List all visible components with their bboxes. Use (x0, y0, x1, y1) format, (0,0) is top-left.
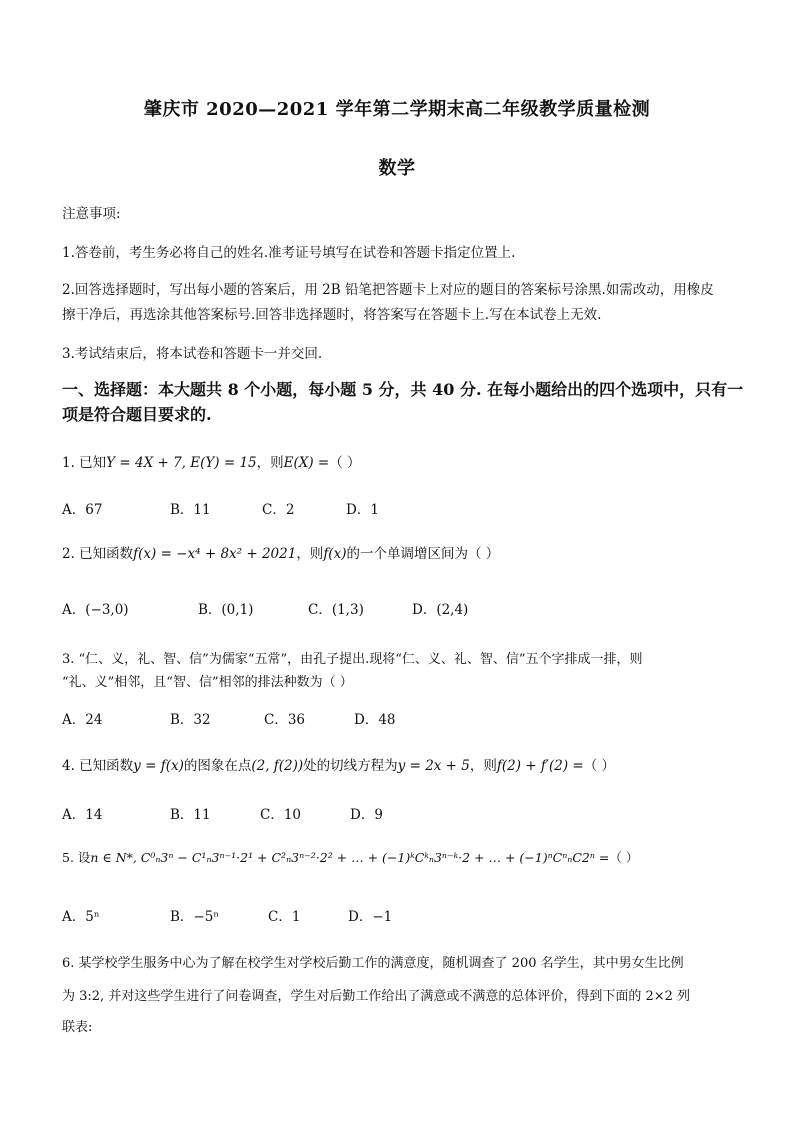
q1-option-a[interactable]: A．67 (62, 502, 103, 518)
q3-option-d[interactable]: D．48 (354, 712, 396, 728)
q2-option-d[interactable]: D．(2,4) (412, 602, 469, 618)
q2-suffix: 的一个单调增区间为（ ） (346, 546, 500, 562)
q4-prefix: 4. 已知函数 (62, 758, 134, 774)
q2-option-b[interactable]: B．(0,1) (198, 602, 254, 618)
q5-prefix: 5. 设 (62, 850, 91, 865)
q3-option-b[interactable]: B．32 (170, 712, 211, 728)
q1-expr2: E(X) = (283, 455, 330, 471)
q4-option-c[interactable]: C．10 (260, 807, 302, 823)
q1-expr: Y = 4X + 7, E(Y) = 15 (106, 455, 257, 471)
q1-suffix: （ ） (329, 455, 361, 471)
q5-option-d[interactable]: D．−1 (348, 909, 393, 925)
question-3-line2: “礼、义”相邻，且“智、信”相邻的排法种数为（ ） (62, 675, 353, 690)
question-3-line1: 3. “仁、义，礼、智、信”为儒家“五常”，由孔子提出.现将“仁、义、礼、智、信”五个字排成一排，则 (62, 652, 643, 667)
question-6-line1: 6. 某学校学生服务中心为了解在校学生对学校后勤工作的满意度，随机调查了 200 名学生，其中男女生比例 (62, 956, 684, 971)
q4-option-b[interactable]: B．11 (170, 807, 211, 823)
q1-option-b[interactable]: B．11 (170, 502, 211, 518)
q4-mid: 的图象在点 (183, 758, 252, 774)
q5-expr: n ∈ N*, C⁰ₙ3ⁿ − C¹ₙ3ⁿ⁻¹·2¹ + C²ₙ3ⁿ⁻²·2² + … + (−1)ᵏCᵏₙ3ⁿ⁻ᵏ·2 + … + (−1)ⁿCⁿₙC2ⁿ = (90, 850, 610, 865)
q2-option-a[interactable]: A．(−3,0) (62, 602, 129, 618)
question-2 (62, 542, 742, 562)
q3-option-c[interactable]: C．36 (264, 712, 306, 728)
q4-suffix: （ ） (583, 758, 615, 774)
note-2b: 擦干净后，再选涂其他答案标号.回答非选择题时，将答案写在答题卡上.写在本试卷上无效. (62, 307, 602, 323)
q1-prefix: 1. 已知 (62, 455, 107, 471)
q2-option-c[interactable]: C．(1,3) (308, 602, 364, 618)
q2-mid: ，则 (296, 546, 324, 562)
q4-mid3: ，则 (469, 758, 497, 774)
q2-prefix: 2. 已知函数 (62, 546, 134, 562)
question-1 (62, 451, 742, 471)
q4-option-d[interactable]: D．9 (350, 807, 383, 823)
section-heading-line2: 项是符合题目要求的. (62, 405, 212, 424)
q1-mid: ，则 (256, 455, 284, 471)
question-4 (62, 754, 742, 774)
q2-expr: f(x) = −x⁴ + 8x² + 2021 (133, 546, 297, 562)
note-1: 1.答卷前，考生务必将自己的姓名.准考证号填写在试卷和答题卡指定位置上. (62, 245, 516, 261)
q2-expr2: f(x) (323, 546, 347, 562)
q4-mid2: 处的切线方程为 (303, 758, 398, 774)
q5-option-b[interactable]: B．−5ⁿ (170, 909, 220, 925)
note-3: 3.考试结束后，将本试卷和答题卡一并交回. (62, 346, 323, 362)
q5-suffix: （ ） (609, 850, 639, 865)
q4-expr3: y = 2x + 5 (397, 758, 470, 774)
question-6-line2: 为 3:2, 并对这些学生进行了问卷调查，学生对后勤工作给出了满意或不满意的总体评价，得到下面的 2×2 列 (62, 989, 691, 1004)
q4-expr: y = f(x) (133, 758, 184, 774)
q3-option-a[interactable]: A．24 (62, 712, 103, 728)
subject-title: 数学 (378, 158, 416, 179)
q5-option-a[interactable]: A．5ⁿ (62, 909, 100, 925)
q4-option-a[interactable]: A．14 (62, 807, 103, 823)
q1-option-d[interactable]: D．1 (346, 502, 379, 518)
note-2a: 2.回答选择题时，写出每小题的答案后，用 2B 铅笔把答题卡上对应的题目的答案标号涂黑.如需改动，用橡皮 (62, 282, 714, 298)
q5-option-c[interactable]: C．1 (268, 909, 301, 925)
q1-option-c[interactable]: C．2 (262, 502, 295, 518)
question-6-line3: 联表: (62, 1020, 93, 1035)
exam-title: 肇庆市 2020—2021 学年第二学期末高二年级教学质量检测 (143, 99, 651, 120)
q4-expr4: f(2) + f′(2) = (496, 758, 584, 774)
question-5 (62, 848, 742, 866)
q4-expr2: (2, f(2)) (251, 758, 304, 774)
section-heading-line1: 一、选择题：本大题共 8 个小题，每小题 5 分，共 40 分. 在每小题给出的四个选项中，只有一 (62, 380, 744, 399)
notes-heading: 注意事项: (62, 206, 121, 222)
